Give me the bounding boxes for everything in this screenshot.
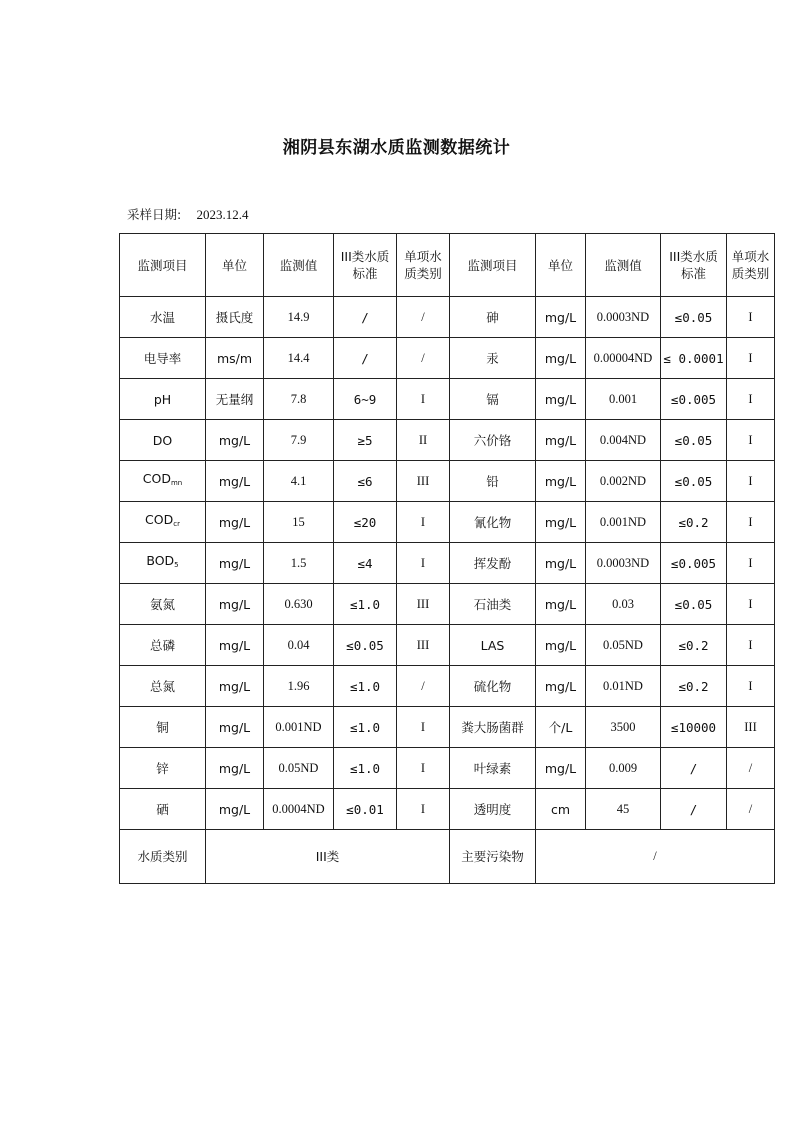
cell-item	[120, 584, 206, 625]
cell-value-2	[586, 502, 661, 543]
cell-class	[397, 666, 450, 707]
cell-class-text: III	[416, 473, 430, 488]
cell-value-2	[586, 461, 661, 502]
cell-standard-2	[661, 543, 727, 584]
cell-item	[120, 707, 206, 748]
cell-class	[397, 584, 450, 625]
main-pollutant-label: 主要污染物	[450, 830, 536, 884]
cell-value-2	[586, 625, 661, 666]
cell-item-text: 锌	[156, 760, 169, 776]
cell-standard	[334, 707, 397, 748]
table-row	[120, 502, 775, 543]
cell-item-text: 水温	[149, 309, 175, 325]
cell-unit-2	[536, 379, 586, 420]
cell-value-text: 0.05ND	[278, 760, 319, 775]
cell-class-2-text: I	[748, 637, 753, 652]
monitoring-table	[119, 233, 775, 884]
cell-unit-2	[536, 502, 586, 543]
cell-item-text: BOD	[146, 553, 175, 568]
cell-standard-2-text: ≤0.05	[674, 473, 713, 489]
cell-unit	[206, 420, 264, 461]
cell-value-2-text: 0.05ND	[603, 637, 643, 652]
cell-item	[120, 625, 206, 666]
cell-item-2-text: 透明度	[473, 801, 512, 817]
cell-class-text: /	[421, 309, 425, 324]
cell-standard-text: ≤0.05	[346, 637, 384, 653]
cell-standard-2-text: ≤0.2	[678, 514, 709, 530]
cell-item-subscript: cr	[173, 520, 180, 528]
header-standard: III类水质标准	[334, 234, 397, 297]
table-header-row	[120, 234, 775, 297]
cell-class-2-text: I	[748, 473, 753, 488]
cell-value-2-text: 0.002ND	[599, 473, 647, 488]
cell-item-2-text: 硫化物	[473, 678, 512, 694]
cell-value	[264, 625, 334, 666]
cell-class-2	[727, 666, 775, 707]
cell-item-2	[450, 748, 536, 789]
cell-unit-2-text: mg/L	[544, 678, 577, 694]
cell-item-2	[450, 420, 536, 461]
cell-standard-2	[661, 789, 727, 830]
cell-value-text: 14.9	[287, 309, 310, 324]
header-unit-2: 单位	[536, 234, 586, 297]
cell-class	[397, 379, 450, 420]
cell-value	[264, 543, 334, 584]
cell-item-text: DO	[152, 432, 173, 448]
cell-item-2	[450, 297, 536, 338]
cell-value-2-text: 0.001	[608, 391, 638, 406]
cell-unit-text: 摄氏度	[215, 309, 254, 325]
cell-standard-2	[661, 379, 727, 420]
table-row	[120, 297, 775, 338]
cell-unit	[206, 338, 264, 379]
cell-standard	[334, 789, 397, 830]
cell-unit	[206, 789, 264, 830]
cell-standard-text: ≤4	[357, 555, 373, 571]
cell-class	[397, 543, 450, 584]
cell-value-text: 7.9	[290, 432, 307, 447]
cell-item-text: 电导率	[143, 350, 182, 366]
cell-class-text: I	[420, 514, 426, 529]
cell-standard-2-text: ≤0.005	[670, 555, 717, 571]
cell-class-text: I	[420, 719, 426, 734]
cell-standard	[334, 625, 397, 666]
cell-class-text: I	[420, 555, 426, 570]
cell-item-2	[450, 502, 536, 543]
cell-unit-2-text: mg/L	[544, 555, 577, 571]
cell-standard-text: ≤0.01	[346, 801, 384, 817]
table-row	[120, 584, 775, 625]
cell-unit	[206, 625, 264, 666]
table-footer-row	[120, 830, 775, 884]
cell-item	[120, 420, 206, 461]
cell-unit-2-text: mg/L	[544, 432, 577, 448]
cell-item	[120, 748, 206, 789]
table-body	[120, 234, 775, 884]
cell-item-2	[450, 338, 536, 379]
cell-item-text: 铜	[156, 719, 169, 735]
cell-standard	[334, 297, 397, 338]
cell-standard-text: /	[361, 309, 369, 325]
cell-unit-text: mg/L	[218, 596, 251, 612]
cell-unit-2	[536, 543, 586, 584]
cell-unit	[206, 379, 264, 420]
table-row	[120, 707, 775, 748]
cell-value-2-text: 0.00004ND	[593, 350, 653, 365]
cell-item-text: 总磷	[149, 637, 175, 653]
cell-unit-2	[536, 789, 586, 830]
cell-unit-2-text: mg/L	[544, 596, 577, 612]
cell-class-2-text: I	[748, 391, 753, 406]
cell-unit-text: mg/L	[218, 432, 251, 448]
cell-unit-text: mg/L	[218, 514, 251, 530]
cell-value-text: 15	[292, 514, 305, 529]
cell-unit	[206, 543, 264, 584]
cell-class-text: III	[416, 637, 430, 652]
cell-class-2-text: I	[748, 432, 753, 447]
cell-value-text: 7.8	[290, 391, 307, 406]
cell-unit-text: mg/L	[218, 719, 251, 735]
cell-standard-2-text: ≤0.2	[678, 678, 709, 694]
cell-standard-2	[661, 707, 727, 748]
cell-class-2	[727, 461, 775, 502]
cell-item	[120, 379, 206, 420]
cell-standard-2	[661, 338, 727, 379]
cell-unit-2	[536, 297, 586, 338]
cell-standard-2	[661, 584, 727, 625]
cell-item	[120, 461, 206, 502]
header-item: 监测项目	[120, 234, 206, 297]
sample-date	[127, 205, 248, 223]
cell-value-text: 0.04	[287, 637, 310, 652]
cell-class-2-text: /	[748, 801, 753, 816]
cell-unit-2	[536, 625, 586, 666]
cell-item-2-text: 汞	[486, 350, 499, 366]
cell-class-2	[727, 584, 775, 625]
header-unit: 单位	[206, 234, 264, 297]
page-title: 湘阴县东湖水质监测数据统计	[282, 138, 511, 158]
cell-value-2-text: 0.0003ND	[596, 309, 650, 324]
table-row	[120, 338, 775, 379]
cell-class-2-text: I	[748, 555, 753, 570]
cell-value	[264, 502, 334, 543]
cell-value-text: 14.4	[287, 350, 310, 365]
cell-value-2	[586, 543, 661, 584]
header-item-2: 监测项目	[450, 234, 536, 297]
cell-class	[397, 748, 450, 789]
cell-item-text: 总氮	[149, 678, 175, 694]
cell-standard	[334, 748, 397, 789]
cell-standard	[334, 502, 397, 543]
cell-class-text: I	[420, 801, 426, 816]
cell-standard-2-text: ≤ 0.0001	[663, 350, 724, 366]
header-value: 监测值	[264, 234, 334, 297]
cell-value	[264, 338, 334, 379]
cell-standard-2-text: /	[689, 760, 698, 776]
cell-class-2	[727, 379, 775, 420]
cell-unit-2-text: mg/L	[544, 350, 577, 366]
cell-item-2-text: 镉	[486, 391, 499, 407]
table-row	[120, 420, 775, 461]
cell-unit-2	[536, 666, 586, 707]
cell-standard-2	[661, 625, 727, 666]
cell-standard-text: /	[361, 350, 369, 366]
cell-unit-2	[536, 584, 586, 625]
cell-item-text: 硒	[156, 801, 169, 817]
cell-value-2-text: 0.004ND	[599, 432, 647, 447]
cell-value	[264, 789, 334, 830]
cell-class-2	[727, 789, 775, 830]
cell-item-text: COD	[145, 512, 174, 527]
cell-unit	[206, 748, 264, 789]
cell-unit-text: mg/L	[218, 637, 251, 653]
cell-standard-2-text: ≤0.005	[670, 391, 717, 407]
cell-value	[264, 420, 334, 461]
cell-item-2	[450, 379, 536, 420]
cell-unit-2-text: 个/L	[548, 719, 573, 735]
water-class-value: III类	[206, 830, 450, 884]
cell-value-2	[586, 666, 661, 707]
cell-unit-text: mg/L	[218, 678, 251, 694]
cell-standard-2	[661, 502, 727, 543]
cell-unit-2-text: mg/L	[544, 309, 577, 325]
cell-standard-text: ≤20	[353, 514, 377, 530]
table-row	[120, 379, 775, 420]
cell-class-2-text: /	[748, 760, 753, 775]
cell-item-2	[450, 584, 536, 625]
cell-standard	[334, 584, 397, 625]
cell-class	[397, 338, 450, 379]
cell-item	[120, 666, 206, 707]
cell-item-2	[450, 707, 536, 748]
cell-unit-2-text: mg/L	[544, 391, 577, 407]
cell-item	[120, 297, 206, 338]
table-row	[120, 789, 775, 830]
cell-standard-2	[661, 461, 727, 502]
header-class: 单项水质类别	[397, 234, 450, 297]
cell-class-text: III	[416, 596, 430, 611]
cell-class-2	[727, 707, 775, 748]
header-standard-2: III类水质标准	[661, 234, 727, 297]
cell-standard	[334, 666, 397, 707]
cell-standard-text: ≥5	[357, 432, 373, 448]
table-row	[120, 461, 775, 502]
cell-unit	[206, 707, 264, 748]
cell-class-2	[727, 297, 775, 338]
cell-unit-2	[536, 707, 586, 748]
cell-value-2	[586, 420, 661, 461]
cell-item-text: 氨氮	[149, 596, 175, 612]
cell-class-2	[727, 502, 775, 543]
cell-value-2	[586, 789, 661, 830]
cell-standard-2-text: ≤10000	[670, 719, 717, 735]
cell-value-2	[586, 297, 661, 338]
cell-item	[120, 502, 206, 543]
cell-standard-2	[661, 666, 727, 707]
cell-value-text: 1.96	[287, 678, 310, 693]
cell-class-2-text: I	[748, 309, 753, 324]
cell-value-text: 0.001ND	[275, 719, 322, 734]
cell-unit-2-text: mg/L	[544, 760, 577, 776]
cell-item-text: COD	[142, 471, 171, 486]
cell-item-2-text: 粪大肠菌群	[461, 719, 524, 735]
cell-standard-text: ≤1.0	[349, 678, 381, 694]
cell-value-2-text: 0.01ND	[603, 678, 643, 693]
cell-standard-2	[661, 297, 727, 338]
cell-value-2-text: 0.001ND	[599, 514, 647, 529]
cell-value-2-text: 3500	[610, 719, 636, 734]
cell-item-2	[450, 543, 536, 584]
cell-class-2	[727, 543, 775, 584]
cell-standard-text: ≤1.0	[349, 596, 381, 612]
cell-item-subscript: mn	[170, 479, 183, 487]
cell-item-2	[450, 789, 536, 830]
cell-item	[120, 543, 206, 584]
cell-class-2-text: I	[748, 350, 753, 365]
cell-value	[264, 748, 334, 789]
cell-value-2	[586, 338, 661, 379]
cell-unit	[206, 461, 264, 502]
cell-standard-text: ≤1.0	[349, 719, 381, 735]
cell-value-text: 4.1	[290, 473, 307, 488]
cell-class-text: /	[421, 678, 425, 693]
cell-item-2-text: 叶绿素	[473, 760, 512, 776]
cell-unit-2-text: cm	[550, 801, 571, 817]
cell-standard-2-text: /	[689, 801, 698, 817]
cell-class	[397, 625, 450, 666]
cell-value-2	[586, 707, 661, 748]
cell-item-2	[450, 625, 536, 666]
cell-class-2-text: I	[748, 514, 753, 529]
cell-standard-text: 6~9	[353, 391, 377, 407]
cell-unit	[206, 502, 264, 543]
cell-item-subscript: 5	[174, 561, 179, 569]
cell-class	[397, 707, 450, 748]
cell-value-2-text: 0.0003ND	[596, 555, 650, 570]
cell-value	[264, 461, 334, 502]
cell-item-2-text: 铅	[486, 473, 499, 489]
cell-class-2	[727, 420, 775, 461]
water-class-label: 水质类别	[120, 830, 206, 884]
cell-standard-2-text: ≤0.05	[674, 596, 713, 612]
cell-unit-text: mg/L	[218, 555, 251, 571]
cell-standard-2-text: ≤0.05	[674, 432, 713, 448]
cell-class-text: I	[420, 391, 426, 406]
cell-unit-2	[536, 461, 586, 502]
cell-class	[397, 789, 450, 830]
cell-value	[264, 584, 334, 625]
cell-standard-2	[661, 420, 727, 461]
cell-item-text: pH	[153, 391, 172, 407]
cell-unit-text: 无量纲	[215, 391, 254, 407]
cell-item	[120, 789, 206, 830]
cell-class-2-text: I	[748, 596, 753, 611]
table-row	[120, 666, 775, 707]
cell-value-2	[586, 584, 661, 625]
cell-unit-2	[536, 338, 586, 379]
cell-item-2	[450, 666, 536, 707]
main-pollutant-value: /	[536, 830, 775, 884]
cell-class	[397, 420, 450, 461]
cell-value-2-text: 0.009	[608, 760, 638, 775]
cell-class-text: /	[421, 350, 425, 365]
cell-standard-2-text: ≤0.2	[678, 637, 709, 653]
cell-standard	[334, 461, 397, 502]
cell-unit-text: mg/L	[218, 760, 251, 776]
cell-item	[120, 338, 206, 379]
cell-value-2	[586, 379, 661, 420]
cell-unit-text: mg/L	[218, 801, 251, 817]
cell-class-2	[727, 625, 775, 666]
cell-unit-2-text: mg/L	[544, 473, 577, 489]
table-row	[120, 748, 775, 789]
cell-unit-2	[536, 420, 586, 461]
cell-unit	[206, 297, 264, 338]
cell-value	[264, 707, 334, 748]
cell-class-text: II	[418, 432, 428, 447]
cell-standard	[334, 420, 397, 461]
header-value-2: 监测值	[586, 234, 661, 297]
cell-class	[397, 297, 450, 338]
sample-date-value: 2023.12.4	[196, 207, 249, 222]
cell-standard-text: ≤1.0	[349, 760, 381, 776]
cell-value-2	[586, 748, 661, 789]
cell-item-2	[450, 461, 536, 502]
table-row	[120, 625, 775, 666]
cell-value-2-text: 0.03	[612, 596, 634, 611]
cell-unit-text: mg/L	[218, 473, 251, 489]
cell-class-text: I	[420, 760, 426, 775]
cell-unit	[206, 666, 264, 707]
cell-value	[264, 666, 334, 707]
cell-standard-text: ≤6	[357, 473, 373, 489]
cell-unit	[206, 584, 264, 625]
cell-value	[264, 379, 334, 420]
cell-item-2-text: LAS	[480, 637, 505, 653]
cell-item-2-text: 石油类	[473, 596, 512, 612]
cell-value	[264, 297, 334, 338]
cell-standard	[334, 379, 397, 420]
cell-value-text: 1.5	[290, 555, 307, 570]
cell-value-text: 0.0004ND	[272, 801, 325, 816]
cell-value-text: 0.630	[284, 596, 313, 611]
cell-value-2-text: 45	[616, 801, 630, 816]
cell-standard	[334, 338, 397, 379]
cell-item-2-text: 六价铬	[473, 432, 512, 448]
cell-standard-2	[661, 748, 727, 789]
cell-item-2-text: 砷	[486, 309, 499, 325]
cell-unit-2-text: mg/L	[544, 637, 577, 653]
cell-unit-2-text: mg/L	[544, 514, 577, 530]
cell-class	[397, 502, 450, 543]
cell-class-2	[727, 748, 775, 789]
table-row	[120, 543, 775, 584]
cell-unit-text: ms/m	[216, 350, 253, 366]
cell-class-2-text: I	[748, 678, 753, 693]
cell-class-2	[727, 338, 775, 379]
sample-date-label: 采样日期:	[127, 207, 182, 222]
cell-standard-2-text: ≤0.05	[674, 309, 713, 325]
cell-unit-2	[536, 748, 586, 789]
cell-item-2-text: 挥发酚	[473, 555, 512, 571]
header-class-2: 单项水质类别	[727, 234, 775, 297]
cell-class-2-text: III	[744, 719, 757, 734]
cell-standard	[334, 543, 397, 584]
cell-class	[397, 461, 450, 502]
cell-item-2-text: 氰化物	[473, 514, 512, 530]
